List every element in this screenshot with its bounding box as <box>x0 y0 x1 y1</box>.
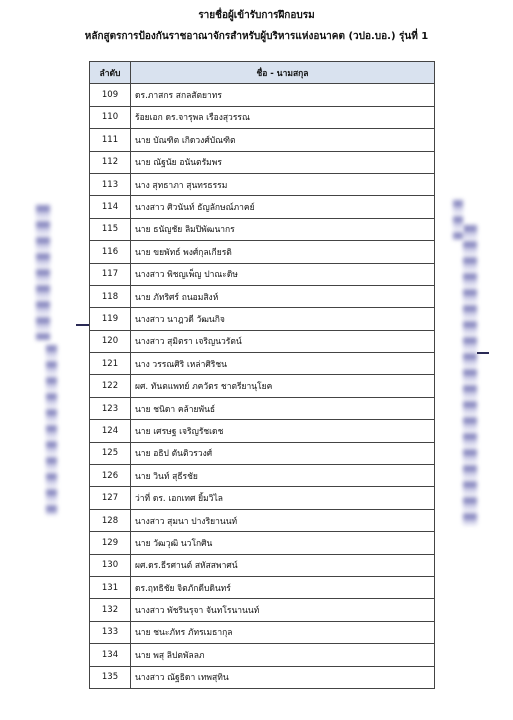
row-number: 126 <box>90 465 131 487</box>
table-row <box>90 84 435 106</box>
right-pen-mark <box>477 352 489 354</box>
row-name: นาย พสุ ลิปตพัลลภ <box>131 644 435 666</box>
table-row <box>90 509 435 531</box>
row-number: 119 <box>90 308 131 330</box>
table-row <box>90 644 435 666</box>
row-name: นางสาว นาฎวดี วัฒนกิจ <box>131 308 435 330</box>
row-name: ผศ. ทันตแพทย์ ภควัตร ชาตรียานุโยค <box>131 375 435 397</box>
table-row <box>90 465 435 487</box>
row-number: 120 <box>90 330 131 352</box>
table-row <box>90 218 435 240</box>
table-row <box>90 666 435 688</box>
row-name: นาย ธนัญชัย ลิมปิพัฒนากร <box>131 218 435 240</box>
row-number: 110 <box>90 106 131 128</box>
left-pen-mark <box>76 324 89 326</box>
row-number: 123 <box>90 397 131 419</box>
row-name: ผศ.ดร.ธีรศานต์ สหัสสพาศน์ <box>131 554 435 576</box>
row-name: นาย วินท์ สุธีรชัย <box>131 465 435 487</box>
table-row <box>90 106 435 128</box>
row-name: นาง สุทธาภา สุนทรธรรม <box>131 173 435 195</box>
row-number: 124 <box>90 420 131 442</box>
table-row <box>90 621 435 643</box>
row-number: 129 <box>90 532 131 554</box>
table-row <box>90 375 435 397</box>
row-name: นางสาว พัชรินรุจา จันทโรนานนท์ <box>131 599 435 621</box>
left-margin-blur <box>36 205 50 340</box>
row-name: นาย ขยพัทธ์ พงศ์กุลเกียรติ <box>131 241 435 263</box>
document-subtitle: หลักสูตรการป้องกันราชอาณาจักรสำหรับผู้บริหารแห่งอนาคต (วปอ.บอ.) รุ่นที่ 1 <box>84 31 429 42</box>
row-name: นาย ชนะภัทร ภัทรเมธากุล <box>131 621 435 643</box>
row-number: 113 <box>90 173 131 195</box>
row-name: ร้อยเอก ดร.จารุพล เรืองสุวรรณ <box>131 106 435 128</box>
table-row <box>90 151 435 173</box>
row-number: 121 <box>90 353 131 375</box>
table-row <box>90 576 435 598</box>
row-name: นาย อธิป ตันติวรวงศ์ <box>131 442 435 464</box>
row-number: 130 <box>90 554 131 576</box>
column-header-name: ชื่อ - นามสกุล <box>131 62 435 84</box>
row-number: 133 <box>90 621 131 643</box>
row-name: นาย เศรษฐ เจริญรัชเดช <box>131 420 435 442</box>
row-name: นาย ชนิดา คล้ายพันธ์ <box>131 397 435 419</box>
attendee-table <box>89 61 435 689</box>
row-number: 125 <box>90 442 131 464</box>
table-body <box>90 84 435 689</box>
table-row <box>90 129 435 151</box>
row-name: นาย ณัฐนัย อนันตรัมพร <box>131 151 435 173</box>
row-number: 112 <box>90 151 131 173</box>
table-row <box>90 308 435 330</box>
row-name: นางสาว พิชญเพ็ญ ปาณะดิษ <box>131 263 435 285</box>
table-row <box>90 241 435 263</box>
row-name: ดร.ฤทธิชัย จิตภักดีบดินทร์ <box>131 576 435 598</box>
table-header-row <box>90 62 435 84</box>
table-row <box>90 442 435 464</box>
row-number: 131 <box>90 576 131 598</box>
right-margin-blur <box>463 225 477 525</box>
table-row <box>90 196 435 218</box>
row-name: นางสาว สุมนา ปางริยานนท์ <box>131 509 435 531</box>
row-name: นาย บัณฑิต เกิดวงศ์บัณฑิต <box>131 129 435 151</box>
document-title: รายชื่อผู้เข้ารับการฝึกอบรม <box>198 10 315 21</box>
row-name: นาง วรรณศิริ เหล่าศิริชน <box>131 353 435 375</box>
row-number: 132 <box>90 599 131 621</box>
row-number: 114 <box>90 196 131 218</box>
table-row <box>90 263 435 285</box>
row-name: นางสาว สุมิตรา เจริญนวรัตน์ <box>131 330 435 352</box>
right-margin-blur-small <box>453 200 463 240</box>
table-row <box>90 532 435 554</box>
row-number: 117 <box>90 263 131 285</box>
row-number: 134 <box>90 644 131 666</box>
row-number: 127 <box>90 487 131 509</box>
table-row <box>90 554 435 576</box>
table-row <box>90 285 435 307</box>
row-number: 109 <box>90 84 131 106</box>
row-name: นางสาว ศิวนันท์ ธัญลักษณ์ภาคย์ <box>131 196 435 218</box>
table-row <box>90 599 435 621</box>
row-number: 115 <box>90 218 131 240</box>
row-name: ดร.ภาสกร สกลสัตยาทร <box>131 84 435 106</box>
row-number: 118 <box>90 285 131 307</box>
row-number: 122 <box>90 375 131 397</box>
row-name: นาย วัฒวุฒิ นวโกศิน <box>131 532 435 554</box>
row-name: นางสาว ณัฐธิดา เทพสุทิน <box>131 666 435 688</box>
table-row <box>90 397 435 419</box>
table-row <box>90 420 435 442</box>
row-name: นาย ภัทริศร์ ถนอมสิงห์ <box>131 285 435 307</box>
table-row <box>90 487 435 509</box>
row-number: 111 <box>90 129 131 151</box>
table-row <box>90 173 435 195</box>
row-number: 116 <box>90 241 131 263</box>
left-margin-blur-lower <box>46 345 57 515</box>
row-number: 135 <box>90 666 131 688</box>
table-row <box>90 353 435 375</box>
row-name: ว่าที่ ดร. เอกเทศ ยิ้มวิไล <box>131 487 435 509</box>
row-number: 128 <box>90 509 131 531</box>
table-row <box>90 330 435 352</box>
column-header-number: ลำดับ <box>90 62 131 84</box>
